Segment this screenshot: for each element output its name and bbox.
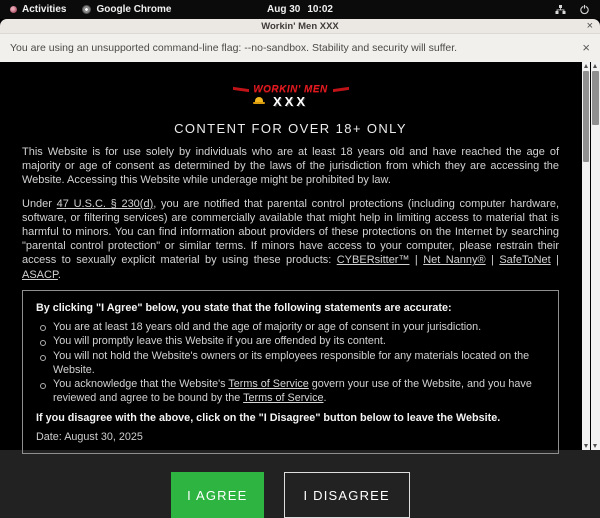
logo-brand-text: WORKIN' MEN [253,84,328,95]
agreement-box [22,290,559,455]
age-verification-page [0,62,600,503]
activities-indicator-icon [10,6,17,13]
workin-men-logo [231,84,351,114]
disagree-note: If you disagree with the above, click on the "I Disagree" button below to leave the Website. [36,412,501,425]
terms-of-service-link[interactable]: Terms of Service [243,391,324,404]
gnome-top-bar [0,0,600,19]
list-item-text: . [323,391,327,404]
list-item: You will promptly leave this Website if you are offended by its content. [36,335,545,349]
consent-buttons-row [22,472,559,518]
i-agree-button[interactable]: I AGREE [171,472,263,518]
activities-button[interactable] [10,4,66,15]
paragraph-text: , you are notified that parental control protections (including computer hardware, software, or filtering services) are commercially available that might help in limiting access to material that is harmful to minors. You can find information about providers of these protections on the Internet by searching "parental control protection" or similar terms. If minors have access to your computer, please restrain their access to sexually explicit material by using these products: [22,197,559,267]
separator: | [550,254,559,267]
clock-date[interactable]: Aug 30 [267,4,301,15]
list-item: You are at least 18 years old and the age of majority or age of consent in your jurisdiction. [36,321,545,335]
network-icon[interactable] [555,4,566,15]
page-title: CONTENT FOR OVER 18+ ONLY [174,121,407,136]
list-item [36,378,545,405]
age-statement-paragraph: This Website is for use solely by individuals who are at least 18 years old and have reached the age of majority or age of consent as determined by the laws of the jurisdiction from which they are accessing the Website. Accessing this Website while underage might be prohibited by law. [22,146,559,187]
window-title: Workin' Men XXX [261,20,339,32]
net-nanny-link[interactable]: Net Nanny® [423,254,486,267]
scroll-up-arrow-icon[interactable] [582,62,591,70]
scroll-down-arrow-icon[interactable] [591,442,600,450]
infobar-close-icon[interactable]: × [582,40,590,55]
safetonet-link[interactable]: SafeToNet [499,254,551,267]
scroll-up-arrow-icon[interactable] [591,62,600,70]
usc-230d-link[interactable]: 47 U.S.C. § 230(d) [56,197,154,210]
scroll-down-arrow-icon[interactable] [582,442,591,450]
separator: | [409,254,424,267]
agreement-statement-list [36,321,545,406]
cybersitter-link[interactable]: CYBERsitter™ [336,254,410,267]
chrome-taskbar-item[interactable] [82,4,171,15]
clock-time[interactable]: 10:02 [307,4,333,15]
paragraph-text: . [57,268,61,281]
agreement-intro: By clicking "I Agree" below, you state that the following statements are accurate: [36,301,452,314]
inner-scrollbar-thumb[interactable] [583,71,590,162]
power-icon[interactable] [579,4,590,15]
list-item: You will not hold the Website's owners or its employees responsible for any materials located on the Website. [36,350,545,377]
paragraph-text: Under [22,197,57,210]
outer-scrollbar[interactable] [591,62,600,450]
chrome-infobar [0,33,600,62]
chrome-icon [82,5,91,14]
hard-hat-icon [253,97,265,104]
list-item-text: You acknowledge that the Website's [53,378,229,391]
logo-xxx-text: XXX [272,94,308,109]
asacp-link[interactable]: ASACP [22,268,58,281]
infobar-message: You are using an unsupported command-line flag: --no-sandbox. Stability and security will suffer. [10,42,458,54]
activities-label: Activities [22,4,67,15]
window-titlebar [0,19,600,33]
terms-of-service-link[interactable]: Terms of Service [228,378,309,391]
window-close-button[interactable]: × [586,20,593,32]
parental-controls-paragraph [22,197,559,282]
date-line: Date: August 30, 2025 [36,431,143,444]
i-disagree-button[interactable]: I DISAGREE [284,472,410,518]
separator: | [485,254,500,267]
chrome-taskbar-label: Google Chrome [96,4,172,15]
list-item-text: govern your use of the Website, and you have reviewed and agree to be bound by the [53,378,532,404]
outer-scrollbar-thumb[interactable] [592,71,599,125]
inner-scrollbar[interactable] [582,62,591,450]
